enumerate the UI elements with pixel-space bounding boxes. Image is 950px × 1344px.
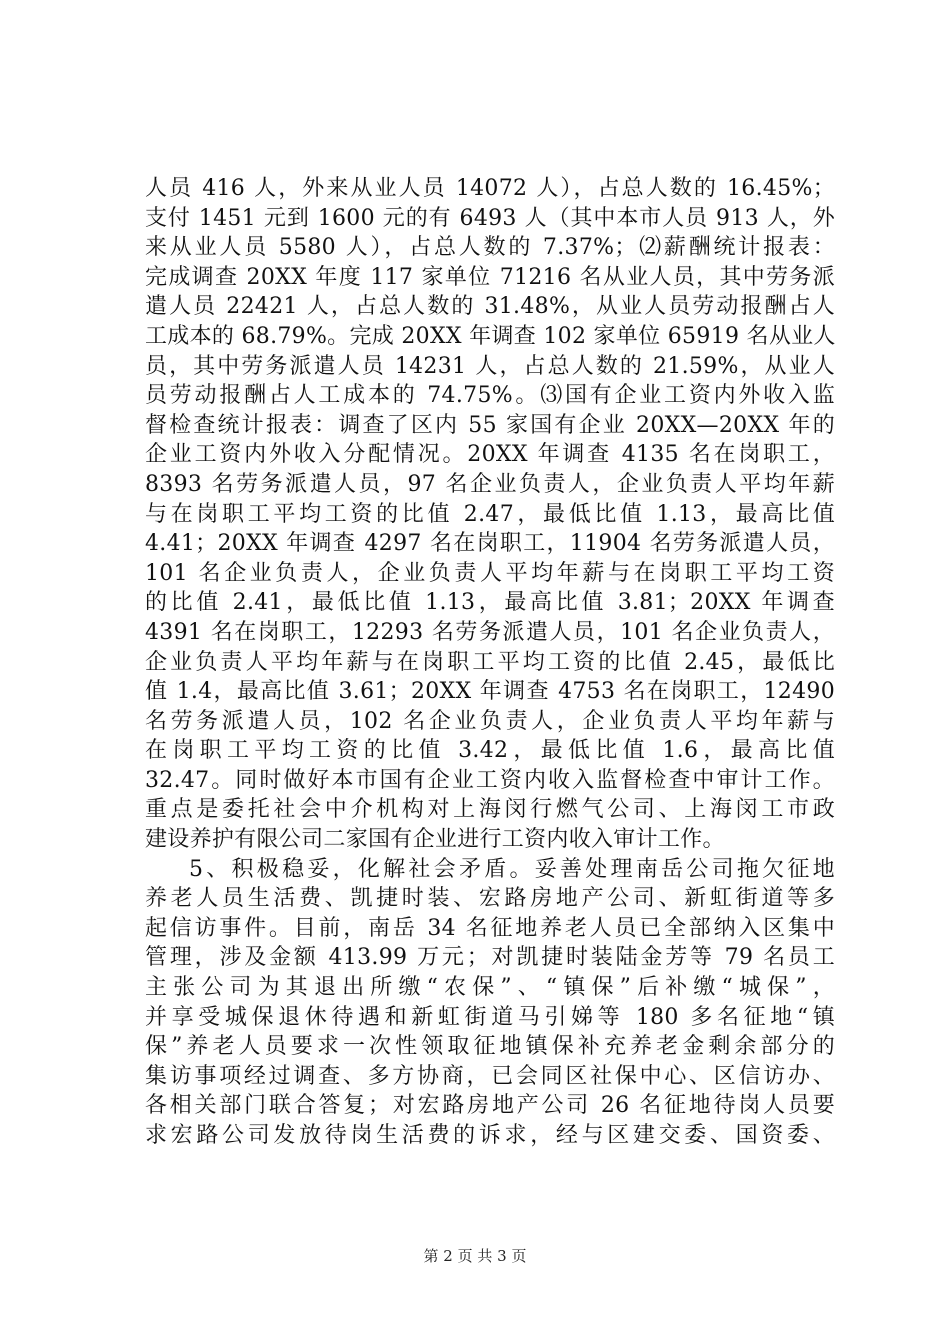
text-line: 101 名企业负责人，企业负责人平均年薪与在岗职工平均工资 [145,560,835,586]
text-line: 建设养护有限公司二家国有企业进行工资内收入审计工作。 [145,827,725,853]
text-line: 重点是委托社会中介机构对上海闵行燃气公司、上海闵工市政 [145,797,835,823]
text-line: 主张公司为其退出所缴“农保”、“镇保”后补缴“城保”， [145,975,835,1001]
text-line: 的比值 2.41，最低比值 1.13，最高比值 3.81；20XX 年调查 [145,590,835,616]
body-text [145,174,835,1151]
text-line: 完成调查 20XX 年度 117 家单位 71216 名从业人员，其中劳务派 [145,264,835,290]
paragraph-start-line: 5、积极稳妥，化解社会矛盾。妥善处理南岳公司拖欠征地 [189,856,835,882]
text-line: 养老人员生活费、凯捷时装、宏路房地产公司、新虹街道等多 [145,886,835,912]
text-line: 保”养老人员要求一次性领取征地镇保补充养老金剩余部分的 [145,1034,835,1060]
text-line: 各相关部门联合答复；对宏路房地产公司 26 名征地待岗人员要 [145,1093,835,1119]
text-line: 支付 1451 元到 1600 元的有 6493 人（其中本市人员 913 人，外 [145,205,835,231]
text-line: 员劳动报酬占人工成本的 74.75%。⑶国有企业工资内外收入监 [145,383,835,409]
text-line: 企业负责人平均年薪与在岗职工平均工资的比值 2.45，最低比 [145,649,835,675]
text-line: 值 1.4，最高比值 3.61；20XX 年调查 4753 名在岗职工，12490 [145,679,835,705]
text-line: 管理，涉及金额 413.99 万元；对凯捷时装陆金芳等 79 名员工 [145,945,835,971]
text-line: 4.41；20XX 年调查 4297 名在岗职工，11904 名劳务派遣人员， [145,531,835,557]
text-line: 并享受城保退休待遇和新虹街道马引娣等 180 多名征地“镇 [145,1004,835,1030]
text-line: 4391 名在岗职工，12293 名劳务派遣人员，101 名企业负责人， [145,619,835,645]
text-line: 8393 名劳务派遣人员，97 名企业负责人，企业负责人平均年薪 [145,471,835,497]
text-line: 在岗职工平均工资的比值 3.42，最低比值 1.6，最高比值 [145,738,835,764]
text-line: 集访事项经过调查、多方协商，已会同区社保中心、区信访办、 [145,1063,835,1089]
text-line: 督检查统计报表：调查了区内 55 家国有企业 20XX—20XX 年的 [145,412,835,438]
text-line: 32.47。同时做好本市国有企业工资内收入监督检查中审计工作。 [145,767,835,793]
text-line: 来从业人员 5580 人），占总人数的 7.37%；⑵薪酬统计报表： [145,235,835,261]
text-line: 名劳务派遣人员，102 名企业负责人，企业负责人平均年薪与 [145,708,835,734]
text-line: 人员 416 人，外来从业人员 14072 人），占总人数的 16.45%； [145,176,835,201]
page-number-footer: 第 2 页 共 3 页 [423,1247,527,1265]
text-line: 起信访事件。目前，南岳 34 名征地养老人员已全部纳入区集中 [145,915,835,941]
text-line: 遣人员 22421 人，占总人数的 31.48%，从业人员劳动报酬占人 [145,294,835,320]
text-line: 求宏路公司发放待岗生活费的诉求，经与区建交委、国资委、 [145,1123,835,1148]
text-line: 工成本的 68.79%。完成 20XX 年调查 102 家单位 65919 名从业人 [145,323,836,349]
text-line: 与在岗职工平均工资的比值 2.47，最低比值 1.13，最高比值 [145,501,835,527]
text-line: 企业工资内外收入分配情况。20XX 年调查 4135 名在岗职工， [145,442,835,468]
text-line: 员，其中劳务派遣人员 14231 人，占总人数的 21.59%，从业人 [145,353,835,379]
